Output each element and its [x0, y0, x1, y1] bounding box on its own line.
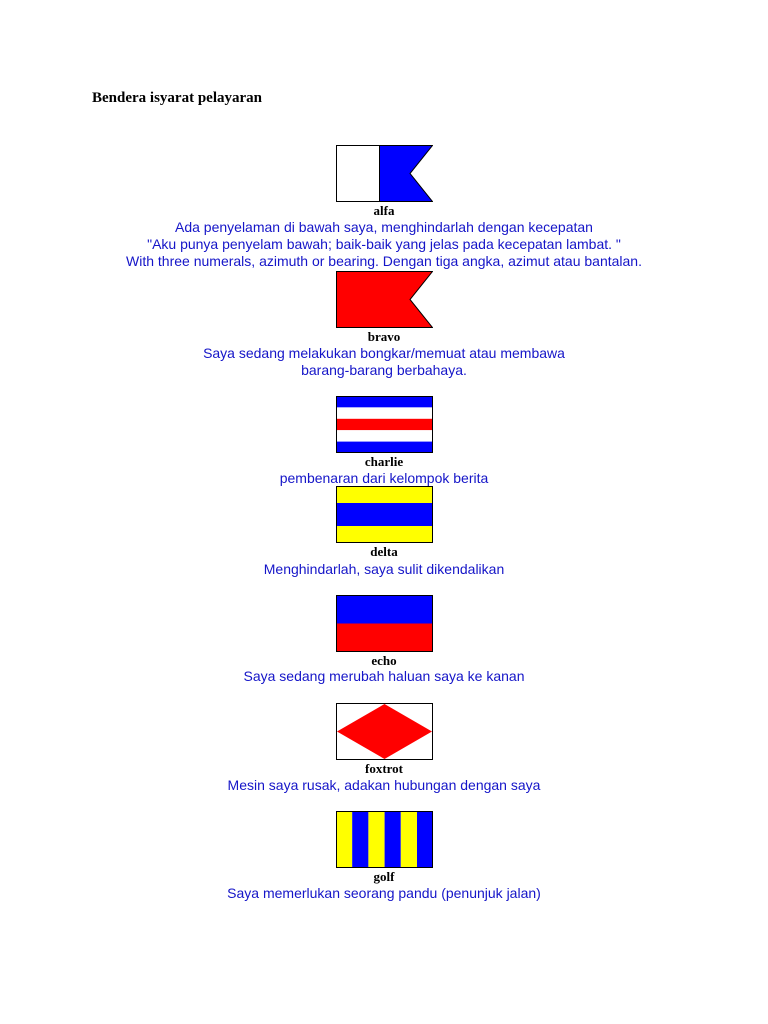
- description-line: barang-barang berbahaya.: [301, 362, 467, 378]
- flag-description-charlie: [0, 470, 768, 487]
- flag-description-golf: [0, 885, 768, 902]
- flag-description-echo: [0, 668, 768, 685]
- flag-name-golf: golf: [373, 869, 395, 884]
- flag-name-echo: echo: [371, 653, 397, 668]
- description-line: Ada penyelaman di bawah saya, menghindarlah dengan kecepatan: [175, 219, 593, 235]
- description-line: pembenaran dari kelompok berita: [279, 470, 489, 486]
- flag-name-foxtrot: foxtrot: [364, 761, 404, 776]
- flag-description-bravo: [0, 345, 768, 379]
- flag-name-alfa: alfa: [373, 203, 395, 218]
- description-line: Mesin saya rusak, adakan hubungan dengan saya: [227, 777, 541, 793]
- flag-delta: [336, 486, 433, 543]
- flag-echo: [336, 595, 433, 652]
- flag-charlie: [336, 396, 433, 453]
- description-line: Menghindarlah, saya sulit dikendalikan: [263, 561, 505, 577]
- description-line: Saya memerlukan seorang pandu (penunjuk jalan): [227, 885, 541, 901]
- flag-name-bravo: bravo: [367, 329, 401, 344]
- flag-description-foxtrot: [0, 777, 768, 794]
- description-line: Saya sedang melakukan bongkar/memuat atau membawa: [203, 345, 565, 361]
- flag-foxtrot: [336, 703, 433, 760]
- flag-name-charlie: charlie: [364, 454, 404, 469]
- flag-bravo: [336, 271, 433, 328]
- flag-description-alfa: [0, 219, 768, 270]
- flag-golf: [336, 811, 433, 868]
- flag-name-delta: delta: [370, 544, 398, 559]
- description-line: Saya sedang merubah haluan saya ke kanan: [243, 668, 525, 684]
- flag-description-delta: [0, 561, 768, 578]
- page-title: Bendera isyarat pelayaran: [92, 90, 262, 106]
- description-line: "Aku punya penyelam bawah; baik-baik yang jelas pada kecepatan lambat. ": [147, 236, 621, 252]
- flag-alfa: [336, 145, 433, 202]
- description-line: With three numerals, azimuth or bearing. Dengan tiga angka, azimut atau bantalan.: [126, 253, 642, 269]
